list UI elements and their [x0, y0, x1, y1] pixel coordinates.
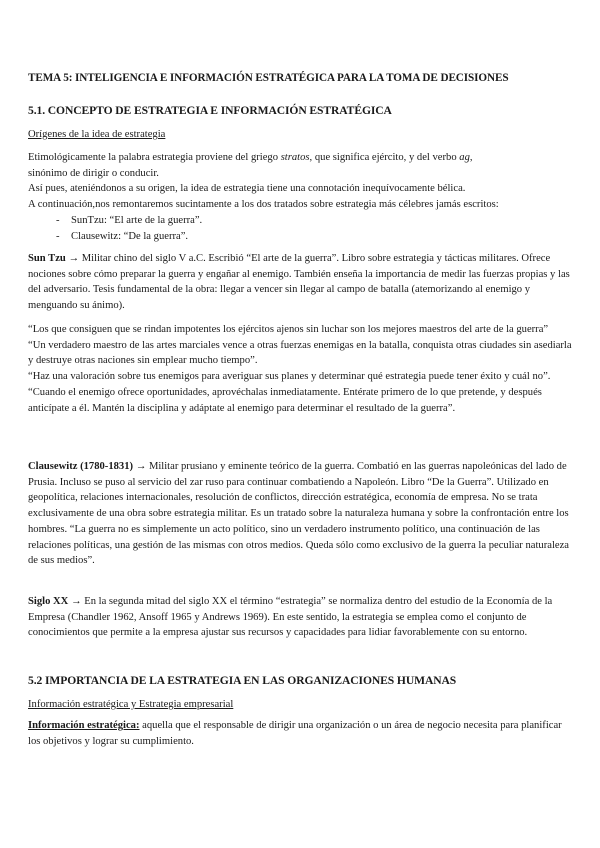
quote: “Haz una valoración sobre tus enemigos para averiguar sus planes y determinar qué estrategia puede tener éxito y cuál no”. [28, 371, 551, 383]
intro-line-2: sinónimo de dirigir o conducir. [28, 167, 159, 179]
intro-line-4: A continuación,nos remontaremos sucintamente a los dos tratados sobre estrategia más célebres jamás escritos: [28, 199, 499, 211]
sigloxx-name: Siglo XX [28, 596, 69, 607]
clausewitz-paragraph [28, 459, 572, 569]
arrow-icon: → [68, 596, 85, 607]
suntzu-name: Sun Tzu [28, 253, 66, 264]
intro-text-2: , que significa ejército, y del verbo [309, 152, 460, 163]
document-title: TEMA 5: INTELIGENCIA E INFORMACIÓN ESTRATÉGICA PARA LA TOMA DE DECISIONES [28, 72, 509, 84]
intro-paragraph [28, 150, 572, 244]
clausewitz-text: Militar prusiano y eminente teórico de la guerra. Combatió en las guerras napoleónicas del lado de Prusia. Incluso se puso al servicio del zar ruso para continuar combatiendo a Napoleón. Libro “De la Guerra”. Utilizado en geopolítica, relaciones internacionales, resolución de conflictos, dirección estratégica, economía de empresa. No se trata exclusivamente de una obra sobre estrategia militar. Es un tratado sobre la naturaleza humana y sobre la confrontación entre los hombres. “La guerra no es simplemente un acto político, sino un verdadero instrumento político, una continuación de las relaciones políticas, una gestión de las mismas con otros medios. Queda sólo como exclusivo de la guerra la peculiar naturaleza de sus medios”. [28, 461, 569, 567]
list-dash: - [56, 214, 60, 226]
arrow-icon: → [133, 461, 149, 472]
treatise-list [28, 213, 572, 244]
definition-text: aquella que el responsable de dirigir una organización o un área de negocio necesita para planificar los objetivos y lograr su cumplimiento. [28, 720, 562, 747]
suntzu-paragraph [28, 251, 572, 314]
term-ag: ag [459, 152, 470, 163]
quote: “Cuando el enemigo ofrece oportunidades, aprovéchalas inmediatamente. Entérate primero de lo que pretende, y después anticípate a él. Mantén la disciplina y adáptate al enemigo para determinar el resultado de la guerra”. [28, 386, 542, 414]
quotes-block [28, 322, 572, 416]
list-item-text: Clausewitz: “De la guerra”. [71, 230, 189, 242]
clausewitz-name: Clausewitz (1780-1831) [28, 461, 134, 472]
sigloxx-text: En la segunda mitad del siglo XX el término “estrategia” se normaliza dentro del estudio de la Economía de la Empresa (Chandler 1962, Ansoff 1965 y Andrews 1969). En este sentido, la estrategia se emplea como el conjunto de conocimientos que permite a la empresa ajustar sus recursos y capacidades para lidiar favorablemente con su entorno. [28, 596, 553, 639]
definition-term: Información estratégica: [28, 720, 140, 731]
intro-line-1 [28, 150, 572, 166]
section-1-heading: 5.1. CONCEPTO DE ESTRATEGIA E INFORMACIÓN ESTRATÉGICA [28, 104, 392, 117]
arrow-icon: → [65, 253, 82, 264]
quote: “Un verdadero maestro de las artes marciales vence a otras fuerzas enemigas en la batalla, conquista otras ciudades sin asediarla y destruye otras naciones sin emplear mucho tiempo”. [28, 339, 572, 367]
list-item-text: SunTzu: “El arte de la guerra”. [71, 214, 203, 226]
section-2-heading: 5.2 IMPORTANCIA DE LA ESTRATEGIA EN LAS ORGANIZACIONES HUMANAS [28, 674, 457, 687]
intro-text-1: Etimológicamente la palabra estrategia proviene del griego [28, 152, 281, 163]
intro-text-3: , [469, 152, 473, 163]
list-item [28, 229, 572, 245]
section-1-subheading: Orígenes de la idea de estrategia [28, 129, 166, 140]
list-dash: - [56, 230, 60, 242]
quote: “Los que consiguen que se rindan impotentes los ejércitos ajenos sin luchar son los mejores maestros del arte de la guerra” [28, 324, 549, 335]
sigloxx-paragraph [28, 594, 572, 641]
intro-line-3: Así pues, ateniéndonos a su origen, la idea de estrategia tiene una connotación inequívocamente bélica. [28, 183, 466, 195]
term-stratos: stratos [280, 152, 310, 163]
strategic-info-definition [28, 718, 572, 749]
list-item [28, 213, 572, 229]
suntzu-text: Militar chino del siglo V a.C. Escribió “El arte de la guerra”. Libro sobre estrategia y tácticas militares. Ofrece nociones sobre cómo preparar la guerra y engañar al enemigo. También enseña la importancia de medir las fuerzas propias y las del adversario. Tesis fundamental de la obra: llegar a vencer sin llegar al campo de batalla (atemorizando al enemigo y menguando su ánimo). [28, 253, 570, 312]
section-2-subheading: Información estratégica y Estrategia empresarial [28, 699, 234, 710]
